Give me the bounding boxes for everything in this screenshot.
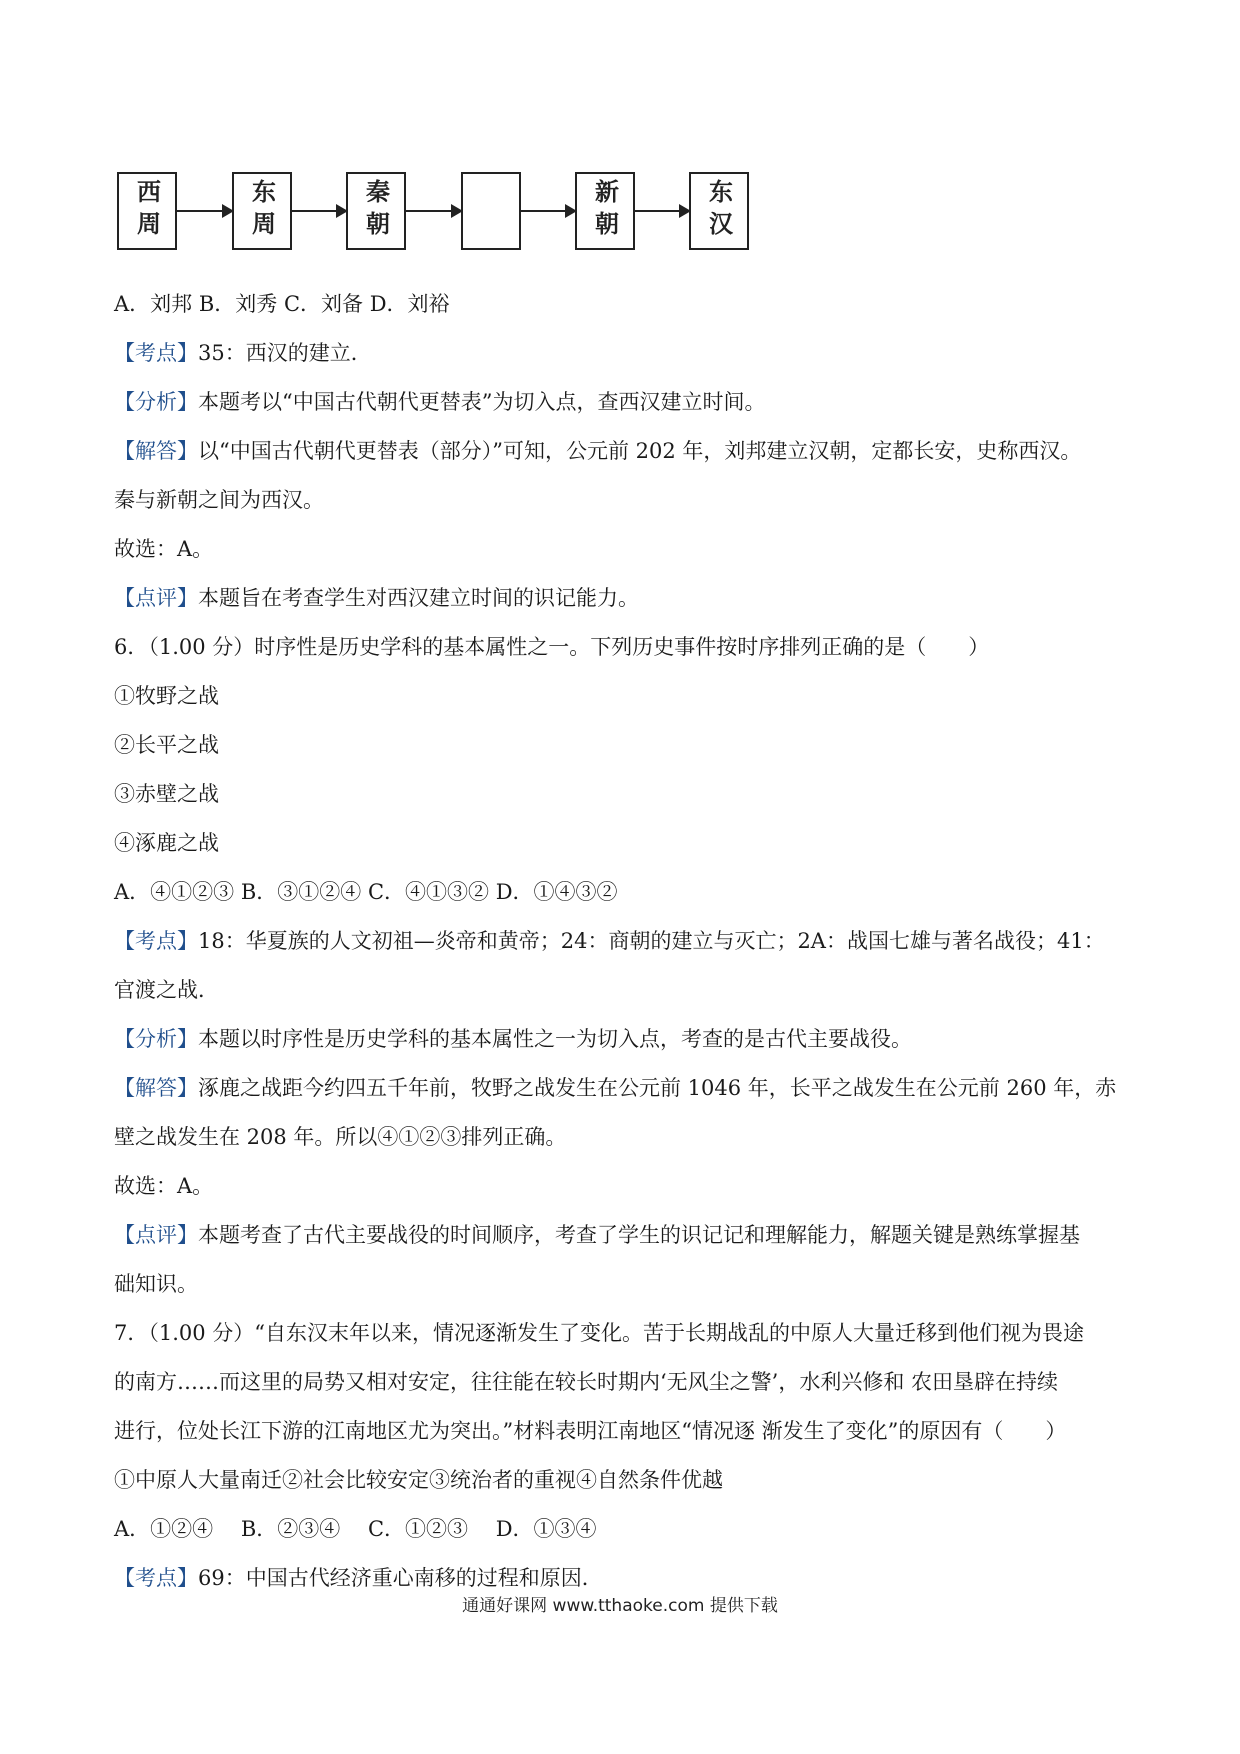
dianping-tag: 【点评】 bbox=[114, 586, 198, 610]
fenxi-tag: 【分析】 bbox=[114, 390, 198, 414]
q6-item: ③赤壁之战 bbox=[114, 782, 219, 806]
q6-fenxi bbox=[114, 1023, 912, 1053]
q5-jieda-cont: 秦与新朝之间为西汉。 bbox=[114, 488, 324, 512]
dynasty-box-xin bbox=[575, 172, 635, 250]
q6-stem: 6．（1.00 分）时序性是历史学科的基本属性之一。下列历史事件按时序排列正确的是（ ） bbox=[114, 635, 990, 659]
q6-kaodian bbox=[114, 925, 1105, 955]
jieda-tag: 【解答】 bbox=[114, 439, 198, 463]
dynasty-box-xizhou bbox=[117, 172, 177, 250]
q6-answer: 故选：A。 bbox=[114, 1174, 214, 1198]
q6-item: ②长平之战 bbox=[114, 733, 219, 757]
arrow-icon bbox=[406, 210, 461, 212]
kaodian-text: 18：华夏族的人文初祖—炎帝和黄帝；24：商朝的建立与灭亡；2A：战国七雄与著名战役；41： bbox=[198, 929, 1105, 953]
dynasty-box-label: 新朝 bbox=[590, 179, 620, 243]
q5-dianping bbox=[114, 582, 639, 612]
jieda-tag: 【解答】 bbox=[114, 1076, 198, 1100]
arrow-icon bbox=[177, 210, 232, 212]
dynasty-box-donghan bbox=[689, 172, 749, 250]
arrow-icon bbox=[521, 210, 575, 212]
kaodian-tag: 【考点】 bbox=[114, 929, 198, 953]
arrow-icon bbox=[635, 210, 689, 212]
dynasty-flow-diagram bbox=[117, 168, 837, 258]
q6-options: A．④①②③ B．③①②④ C．④①③② D．①④③② bbox=[114, 880, 618, 904]
kaodian-tag: 【考点】 bbox=[114, 341, 198, 365]
q7-kaodian bbox=[114, 1562, 603, 1592]
q5-kaodian bbox=[114, 337, 372, 367]
fenxi-tag: 【分析】 bbox=[114, 1027, 198, 1051]
dynasty-box-label: 东周 bbox=[247, 179, 277, 243]
kaodian-text: 35：西汉的建立． bbox=[198, 341, 372, 365]
page-footer: 通通好课网 www.tthaoke.com 提供下载 bbox=[462, 1596, 778, 1616]
q6-kaodian-cont: 官渡之战． bbox=[114, 978, 219, 1002]
q7-items: ①中原人大量南迁②社会比较安定③统治者的重视④自然条件优越 bbox=[114, 1468, 723, 1492]
q6-dianping bbox=[114, 1219, 1080, 1249]
q6-jieda bbox=[114, 1072, 1116, 1102]
dynasty-box-dongzhou bbox=[232, 172, 292, 250]
dynasty-box-label: 东汉 bbox=[704, 179, 734, 243]
q6-item: ①牧野之战 bbox=[114, 684, 219, 708]
dianping-text: 本题考查了古代主要战役的时间顺序，考查了学生的识记记和理解能力，解题关键是熟练掌握基 bbox=[198, 1223, 1080, 1247]
q5-options: A．刘邦 B．刘秀 C．刘备 D．刘裕 bbox=[114, 292, 450, 316]
fenxi-text: 本题考以“中国古代朝代更替表”为切入点，查西汉建立时间。 bbox=[198, 390, 766, 414]
dynasty-box-label: 西周 bbox=[132, 179, 162, 243]
q5-answer: 故选：A。 bbox=[114, 537, 214, 561]
dynasty-box-qin bbox=[346, 172, 406, 250]
kaodian-text: 69：中国古代经济重心南移的过程和原因． bbox=[198, 1566, 603, 1590]
q5-fenxi bbox=[114, 386, 765, 416]
q6-item: ④涿鹿之战 bbox=[114, 831, 219, 855]
q7-stem-cont: 的南方……而这里的局势又相对安定，往往能在较长时期内‘无风尘之警’，水利兴修和 农田垦辟在持续 bbox=[114, 1370, 1059, 1394]
q5-jieda bbox=[114, 435, 1081, 465]
jieda-text: 以“中国古代朝代更替表（部分）”可知，公元前 202 年，刘邦建立汉朝，定都长安，史称西汉。 bbox=[198, 439, 1082, 463]
q7-options: A．①②④ B．②③④ C．①②③ D．①③④ bbox=[114, 1517, 597, 1541]
fenxi-text: 本题以时序性是历史学科的基本属性之一为切入点，考查的是古代主要战役。 bbox=[198, 1027, 912, 1051]
q6-dianping-cont: 础知识。 bbox=[114, 1272, 198, 1296]
q7-stem: 7．（1.00 分）“自东汉末年以来，情况逐渐发生了变化。苦于长期战乱的中原人大量迁移到他们视为畏途 bbox=[114, 1321, 1085, 1345]
q6-jieda-cont: 壁之战发生在 208 年。所以④①②③排列正确。 bbox=[114, 1125, 567, 1149]
dynasty-box-blank bbox=[461, 172, 521, 250]
dynasty-box-label: 秦朝 bbox=[361, 179, 391, 243]
dianping-tag: 【点评】 bbox=[114, 1223, 198, 1247]
dianping-text: 本题旨在考查学生对西汉建立时间的识记能力。 bbox=[198, 586, 639, 610]
jieda-text: 涿鹿之战距今约四五千年前，牧野之战发生在公元前 1046 年，长平之战发生在公元前 260 年，赤 bbox=[198, 1076, 1117, 1100]
q7-stem-cont: 进行，位处长江下游的江南地区尤为突出。”材料表明江南地区“情况逐 渐发生了变化”的原因有（ ） bbox=[114, 1419, 1067, 1443]
kaodian-tag: 【考点】 bbox=[114, 1566, 198, 1590]
arrow-icon bbox=[292, 210, 346, 212]
